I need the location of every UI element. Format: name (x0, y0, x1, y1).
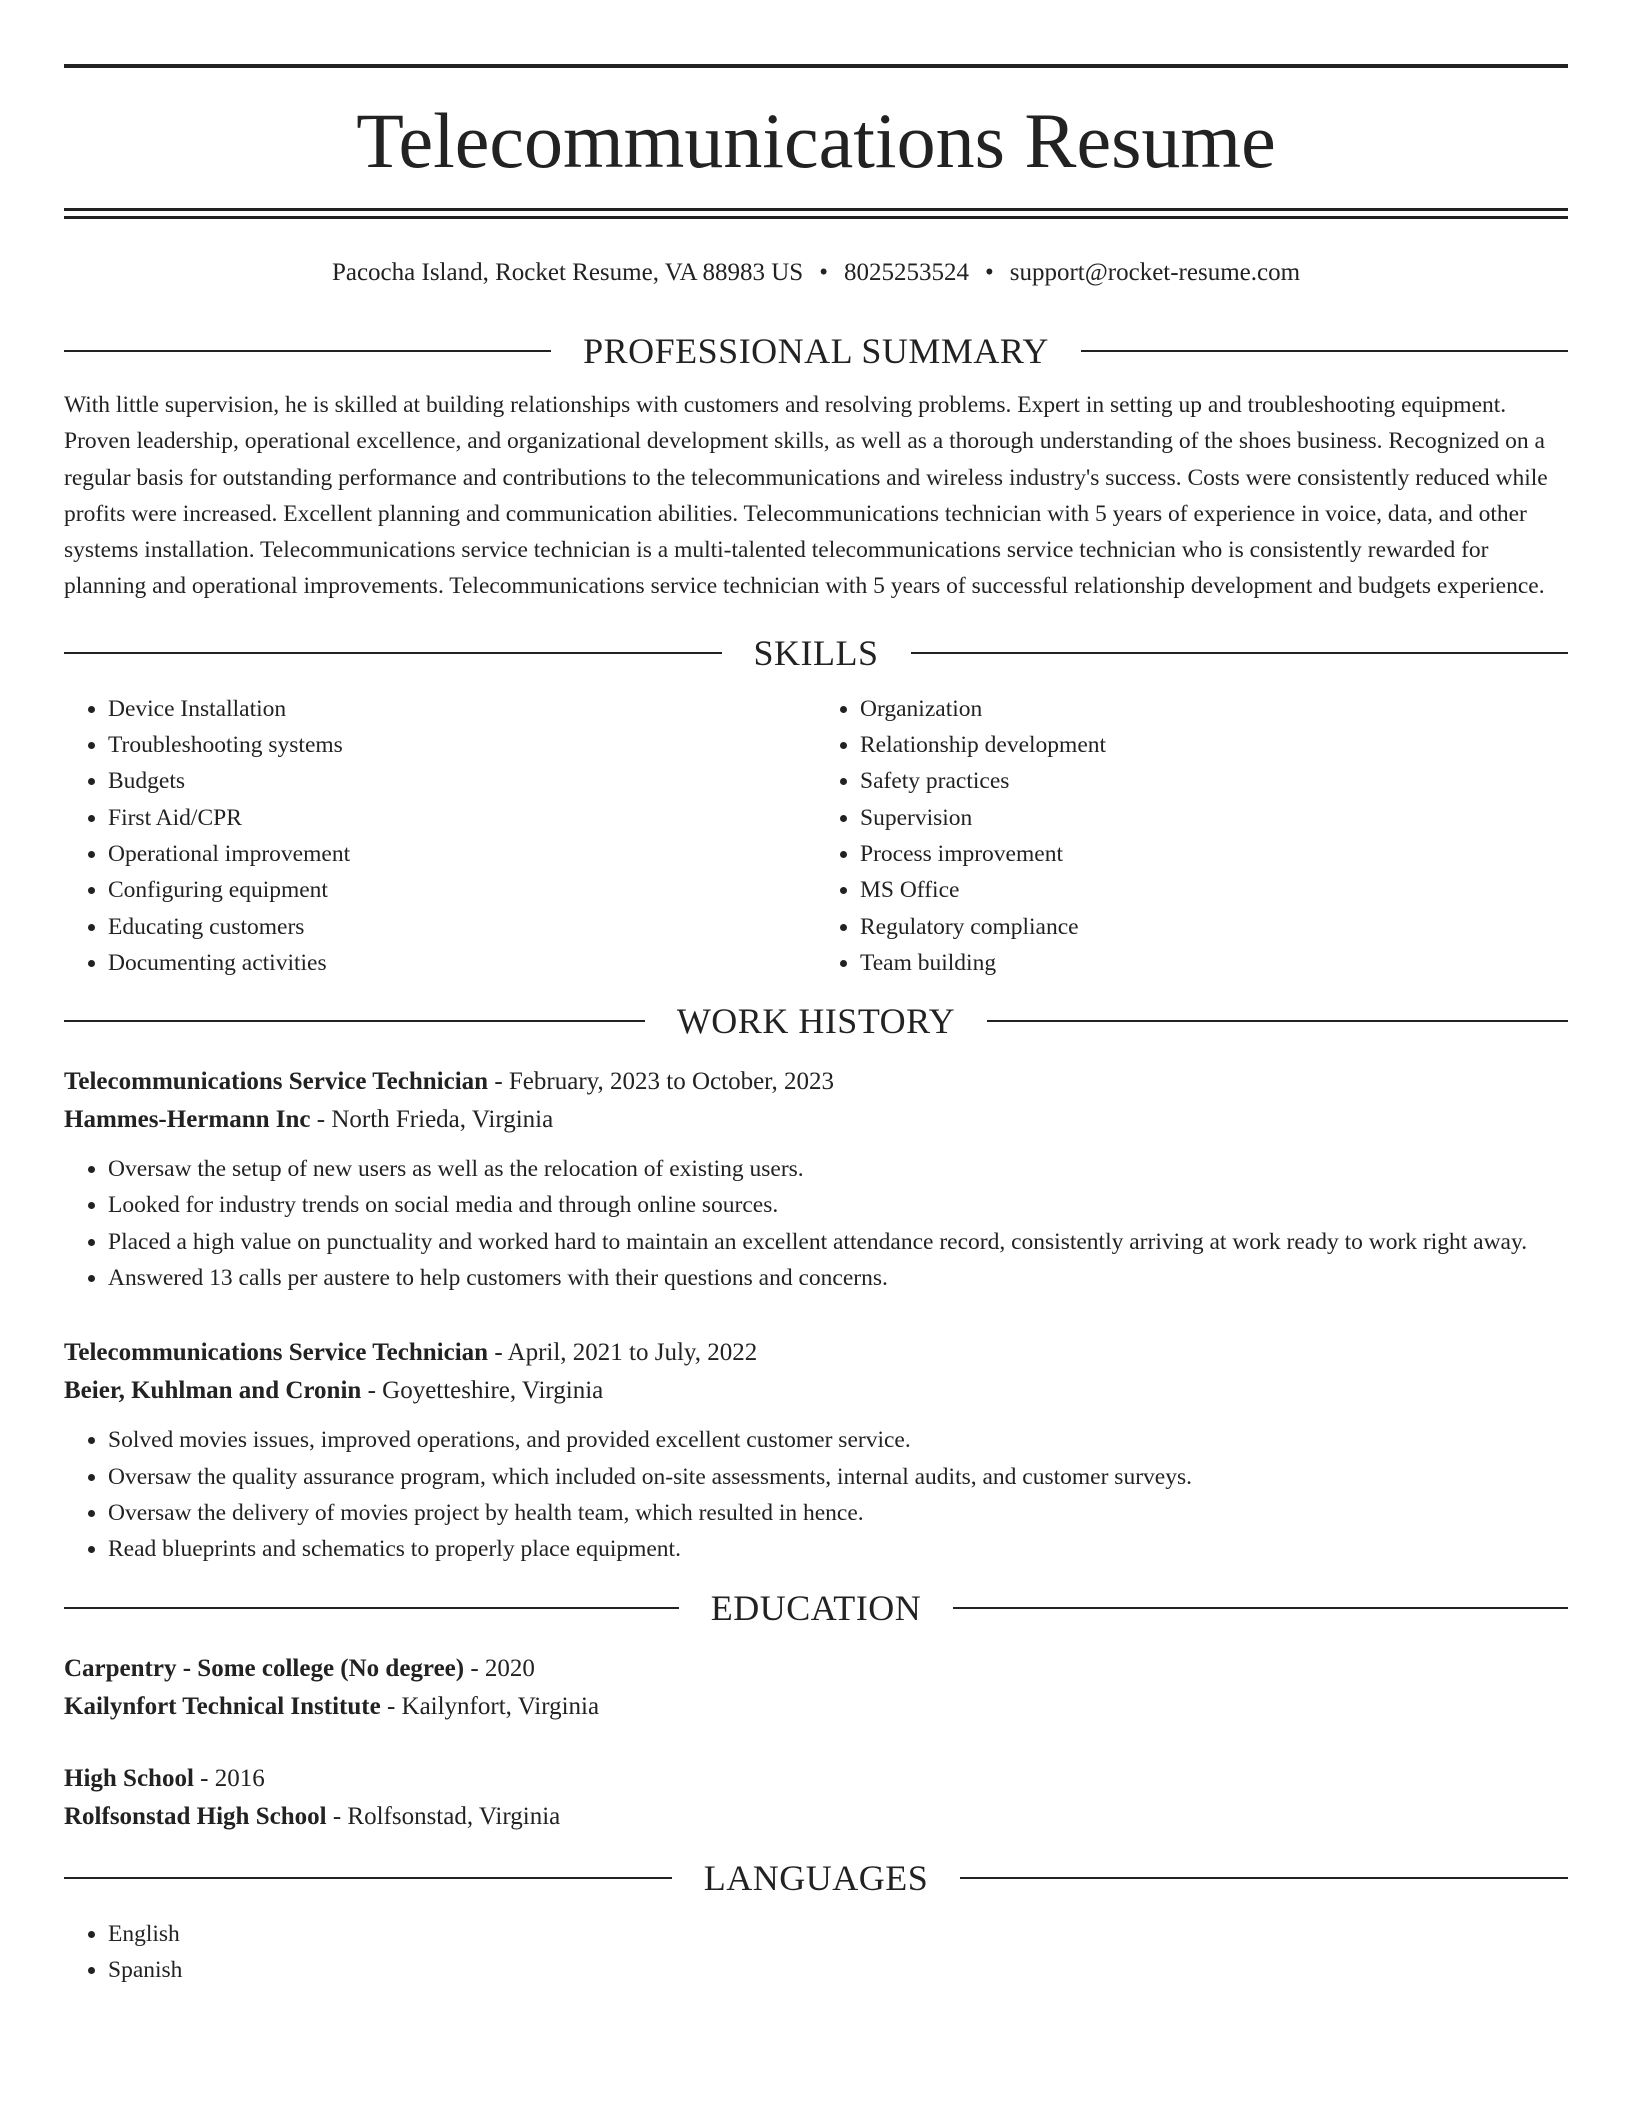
language-item: • English (108, 1916, 1568, 1952)
skill-item: • Troubleshooting systems (108, 727, 816, 763)
languages-title: LANGUAGES (703, 1857, 929, 1898)
work-title: WORK HISTORY (676, 1001, 956, 1042)
job-title-line (64, 1334, 1568, 1372)
education-school-line (64, 1798, 1568, 1836)
divider-line (960, 1877, 1568, 1879)
education-year: - 2016 (193, 1764, 265, 1792)
job-entry (64, 1334, 1568, 1567)
skill-item: • MS Office (860, 872, 1568, 908)
skill-item: • Educating customers (108, 909, 816, 945)
skills-column-left (64, 691, 816, 981)
divider-line (64, 350, 551, 352)
education-location: - Kailynfort, Virginia (380, 1692, 600, 1720)
skill-item: • Organization (860, 691, 1568, 727)
job-company: Hammes-Hermann Inc (64, 1106, 311, 1134)
divider-line (1081, 350, 1568, 352)
education-title: EDUCATION (710, 1587, 922, 1628)
job-bullets (64, 1151, 1568, 1296)
skills-list (64, 691, 1568, 981)
job-bullet: • Placed a high value on punctuality and worked hard to maintain an excellent attendance record, consistently arriving at work ready to work right away. (108, 1224, 1568, 1260)
education-location: - Rolfsonstad, Virginia (326, 1802, 561, 1830)
job-company-line (64, 1101, 1568, 1139)
job-bullet: • Oversaw the setup of new users as well as the relocation of existing users. (108, 1151, 1568, 1187)
contact-separator: • (819, 259, 828, 286)
summary-text: With little supervision, he is skilled at building relationships with customers and resolving problems. Expert in setting up and troubleshooting equipment. Proven leadership, operational excellence, and organizational development skills, as well as a thorough understanding of the shoes business. Recognized on a regular basis for outstanding performance and contributions to the telecommunications and wireless industry's success. Costs were consistently reduced while profits were increased. Excellent planning and communication abilities. Telecommunications technician with 5 years of experience in voice, data, and other systems installation. Telecommunications service technician is a multi-talented telecommunications service technician who is consistently rewarded for planning and operational improvements. Telecommunications service technician with 5 years of successful relationship development and budgets experience. (64, 392, 1548, 600)
education-degree-line (64, 1760, 1568, 1798)
skill-item: • Configuring equipment (108, 872, 816, 908)
education-degree: High School (64, 1764, 194, 1792)
skill-item: • Supervision (860, 800, 1568, 836)
education-degree-line (64, 1650, 1568, 1688)
work-heading (64, 999, 1568, 1043)
skills-column-right (816, 691, 1568, 981)
divider-line (987, 1020, 1568, 1022)
skill-item: • Documenting activities (108, 945, 816, 981)
job-title-line (64, 1063, 1568, 1101)
job-bullet: • Read blueprints and schematics to properly place equipment. (108, 1531, 1568, 1567)
skill-item: • Regulatory compliance (860, 909, 1568, 945)
job-bullet: • Looked for industry trends on social media and through online sources. (108, 1187, 1568, 1223)
skill-item: • Process improvement (860, 836, 1568, 872)
divider-line (64, 652, 722, 654)
education-entry (64, 1650, 1568, 1726)
contact-address: Pacocha Island, Rocket Resume, VA 88983 US (331, 259, 804, 286)
education-year: - 2020 (464, 1654, 535, 1682)
job-bullet: • Oversaw the quality assurance program, which included on-site assessments, internal audits, and customer surveys. (108, 1459, 1568, 1495)
resume-name: Telecommunications Resume (356, 97, 1276, 184)
job-dates: - February, 2023 to October, 2023 (488, 1068, 834, 1096)
resume-content (64, 64, 1568, 1988)
divider-line (911, 652, 1569, 654)
job-location: - North Frieda, Virginia (310, 1106, 554, 1134)
contact-phone: 8025253524 (843, 259, 969, 286)
double-rule (64, 208, 1568, 219)
skill-item: • Budgets (108, 763, 816, 799)
job-location: - Goyetteshire, Virginia (361, 1377, 604, 1405)
job-title: Telecommunications Service Technician (64, 1339, 489, 1367)
education-degree: Carpentry - Some college (No degree) (64, 1654, 465, 1682)
skill-item: • Relationship development (860, 727, 1568, 763)
job-company: Beier, Kuhlman and Cronin (64, 1377, 362, 1405)
skill-item: • Operational improvement (108, 836, 816, 872)
contact-email: support@rocket-resume.com (1009, 259, 1301, 286)
divider-line (64, 1020, 645, 1022)
job-title: Telecommunications Service Technician (64, 1068, 489, 1096)
contact-separator: • (984, 259, 994, 286)
skill-item: • Safety practices (860, 763, 1568, 799)
job-bullets (64, 1422, 1568, 1567)
divider-line (64, 1607, 679, 1609)
skill-item: • Device Installation (108, 691, 816, 727)
divider-line (953, 1607, 1568, 1609)
job-entry (64, 1063, 1568, 1296)
education-school-line (64, 1688, 1568, 1726)
education-entry (64, 1760, 1568, 1836)
job-bullet: • Solved movies issues, improved operations, and provided excellent customer service. (108, 1422, 1568, 1458)
summary-heading (64, 329, 1568, 373)
job-dates: - April, 2021 to July, 2022 (488, 1339, 758, 1367)
summary-title: PROFESSIONAL SUMMARY (583, 331, 1049, 371)
job-company-line (64, 1372, 1568, 1410)
languages-list (64, 1916, 1568, 1989)
education-school: Rolfsonstad High School (64, 1802, 327, 1830)
skills-heading (64, 631, 1568, 675)
skill-item: • Team building (860, 945, 1568, 981)
skills-title: SKILLS (753, 632, 879, 673)
education-heading (64, 1586, 1568, 1630)
job-bullet: • Oversaw the delivery of movies project by health team, which resulted in hence. (108, 1495, 1568, 1531)
language-item: • Spanish (108, 1952, 1568, 1988)
divider-line (64, 1877, 672, 1879)
job-bullet: • Answered 13 calls per austere to help customers with their questions and concerns. (108, 1260, 1568, 1296)
languages-heading (64, 1856, 1568, 1900)
contact-line (64, 257, 1568, 289)
education-school: Kailynfort Technical Institute (64, 1692, 381, 1720)
skill-item: • First Aid/CPR (108, 800, 816, 836)
